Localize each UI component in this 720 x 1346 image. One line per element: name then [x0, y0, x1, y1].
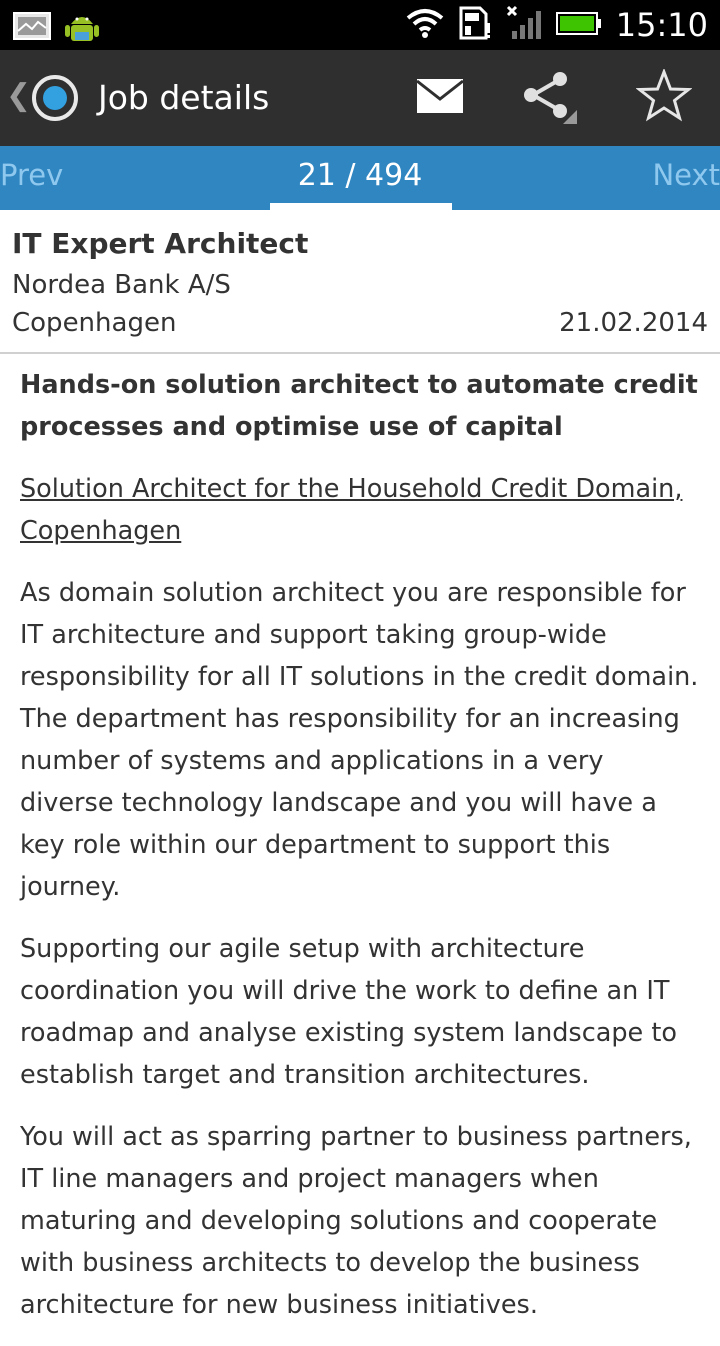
- job-date: 21.02.2014: [559, 308, 708, 338]
- sd-card-alert-icon: [458, 5, 492, 45]
- wifi-icon: [406, 7, 444, 43]
- job-location: Copenhagen: [12, 308, 177, 338]
- description-paragraph: Supporting our agile setup with architecture coordination you will drive the work to define an IT roadmap and analyse existing system landscape to establish target and transition architectures.: [20, 934, 677, 1090]
- favorite-button[interactable]: [634, 70, 694, 126]
- page-counter: 21 / 494: [297, 158, 423, 193]
- job-header: [0, 210, 720, 354]
- battery-full-icon: [556, 9, 602, 41]
- description-paragraph: As domain solution architect you are responsible for IT architecture and support taking group-wide responsibility for all IT solutions in the credit domain. The department has responsibility for an increasing number of systems and applications in a very diverse technology landscape and you will have a key role within our department to support this journey.: [20, 578, 699, 902]
- job-pager: [0, 146, 720, 210]
- page-title: Job details: [98, 78, 270, 117]
- share-button[interactable]: [518, 70, 578, 126]
- description-headline: Hands-on solution architect to automate credit processes and optimise use of capital: [20, 370, 698, 442]
- android-icon: [62, 6, 102, 50]
- page-indicator: [270, 203, 452, 210]
- next-button[interactable]: Next: [652, 158, 720, 192]
- share-icon: [519, 68, 577, 128]
- up-chevron-icon[interactable]: ❮: [6, 78, 32, 113]
- job-title: IT Expert Architect: [12, 227, 309, 260]
- action-bar: [0, 50, 720, 146]
- mail-icon: [416, 78, 464, 118]
- job-company: Nordea Bank A/S: [12, 270, 231, 300]
- app-logo-icon[interactable]: [32, 75, 78, 121]
- job-description[interactable]: [20, 364, 700, 1346]
- star-icon: [636, 69, 692, 127]
- no-signal-icon: [506, 5, 542, 45]
- prev-button[interactable]: Prev: [0, 158, 64, 192]
- clock: 15:10: [615, 6, 708, 44]
- description-subtitle-link[interactable]: Solution Architect for the Household Credit Domain, Copenhagen: [20, 474, 683, 546]
- description-paragraph: You will act as sparring partner to business partners, IT line managers and project managers when maturing and developing solutions and cooperate with business architects to develop the business architecture for new business initiatives.: [20, 1122, 692, 1320]
- email-button[interactable]: [410, 70, 470, 126]
- screenshot-icon: [12, 10, 52, 46]
- status-bar: [0, 0, 720, 50]
